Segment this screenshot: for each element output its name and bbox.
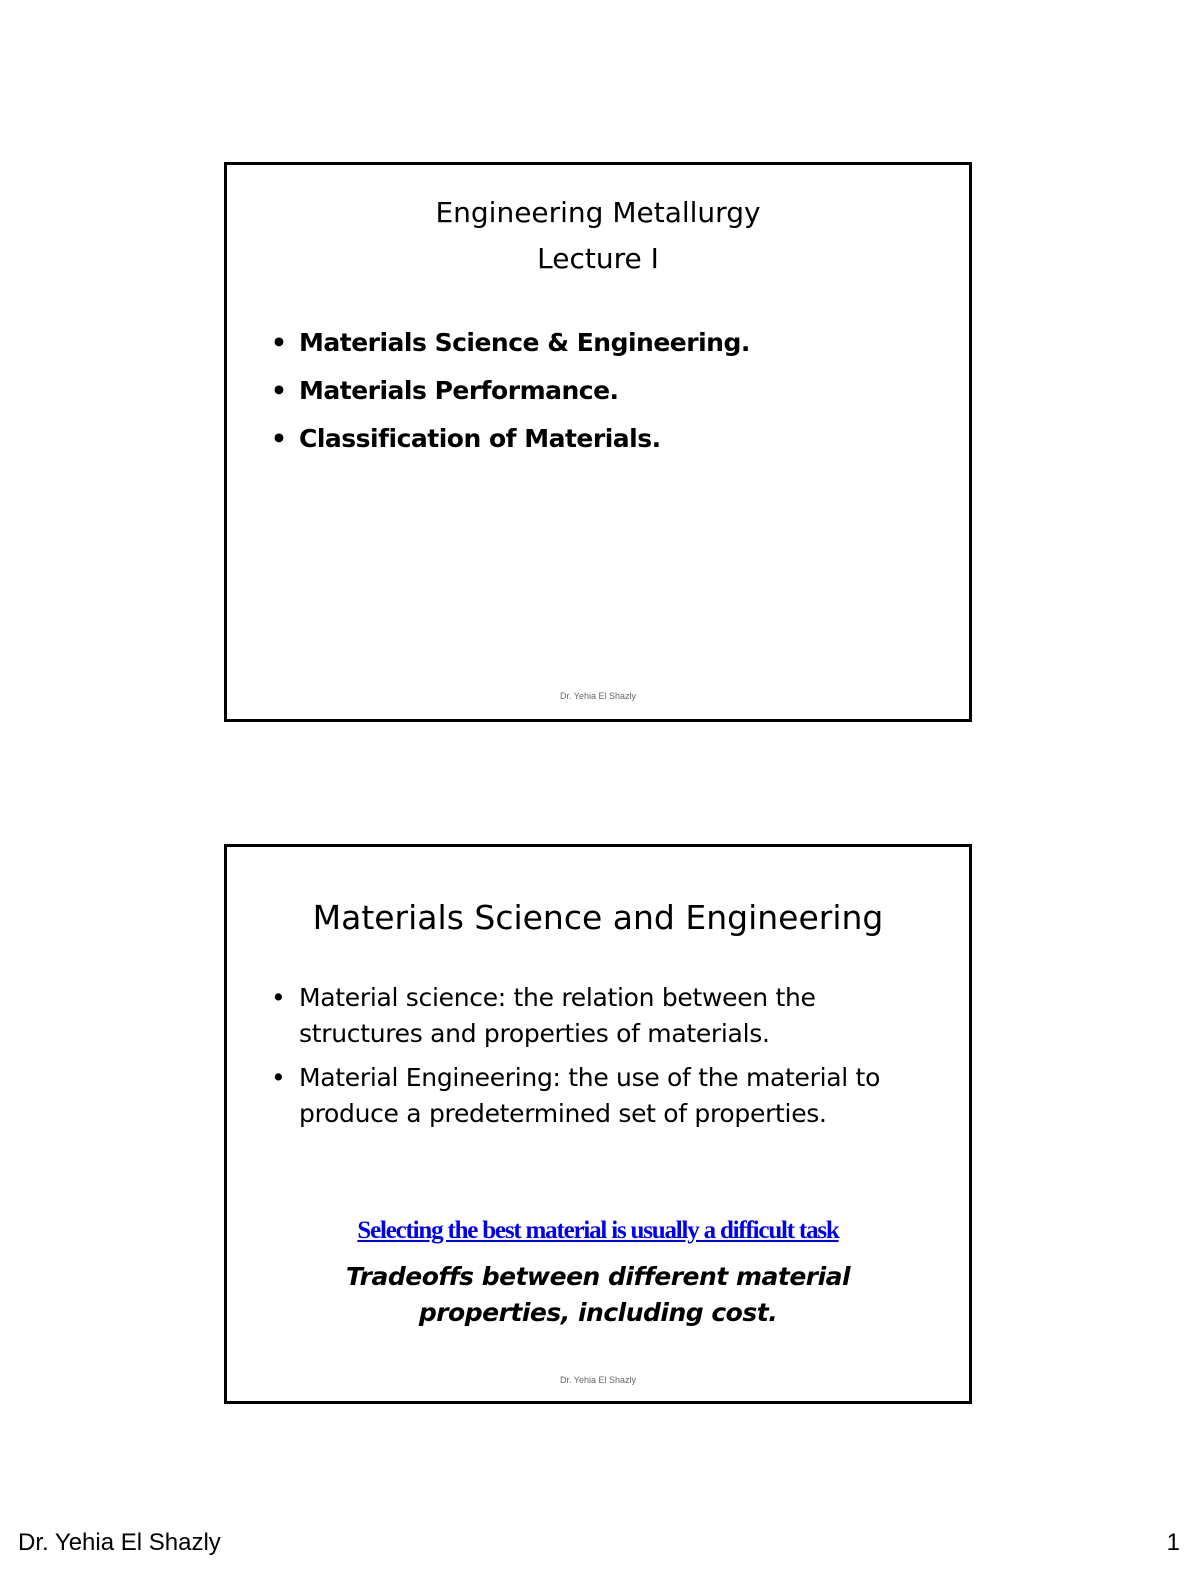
slide-1-subtitle: Lecture I <box>537 242 659 275</box>
slide-1-title: Engineering Metallurgy <box>435 196 761 229</box>
slide-2 <box>224 844 972 1404</box>
bullet-icon: • <box>271 1063 286 1092</box>
tradeoffs-note <box>227 1259 969 1331</box>
tradeoffs-line: properties, including cost. <box>418 1298 778 1327</box>
bullet-icon: • <box>271 983 286 1012</box>
slide-1 <box>224 162 972 722</box>
tradeoffs-line: Tradeoffs between different material <box>345 1262 851 1291</box>
bullet-text: Material Engineering: the use of the material to produce a predetermined set of properties. <box>299 1063 881 1128</box>
slide-2-title: Materials Science and Engineering <box>312 898 884 937</box>
page-author: Dr. Yehia El Shazly <box>18 1529 221 1556</box>
bullet-text: Materials Performance. <box>299 376 619 405</box>
bullet-text: Material science: the relation between the structures and properties of materials. <box>299 983 816 1048</box>
bullet-item <box>271 980 939 1052</box>
bullet-item <box>271 327 939 359</box>
page-number: 1 <box>1166 1529 1180 1556</box>
highlight-link[interactable]: Selecting the best material is usually a difficult task <box>357 1217 839 1244</box>
bullet-item <box>271 1060 939 1132</box>
bullet-item <box>271 375 939 407</box>
bullet-icon: • <box>271 328 287 357</box>
slide-1-bullet-list <box>271 327 939 471</box>
slide-2-footer: Dr. Yehia El Shazly <box>559 1375 637 1385</box>
bullet-item <box>271 423 939 455</box>
bullet-text: Classification of Materials. <box>299 424 661 453</box>
bullet-icon: • <box>271 424 287 453</box>
bullet-icon: • <box>271 376 287 405</box>
bullet-text: Materials Science & Engineering. <box>299 328 750 357</box>
slide-1-footer: Dr. Yehia El Shazly <box>559 691 637 701</box>
slide-2-bullet-list <box>271 980 939 1140</box>
